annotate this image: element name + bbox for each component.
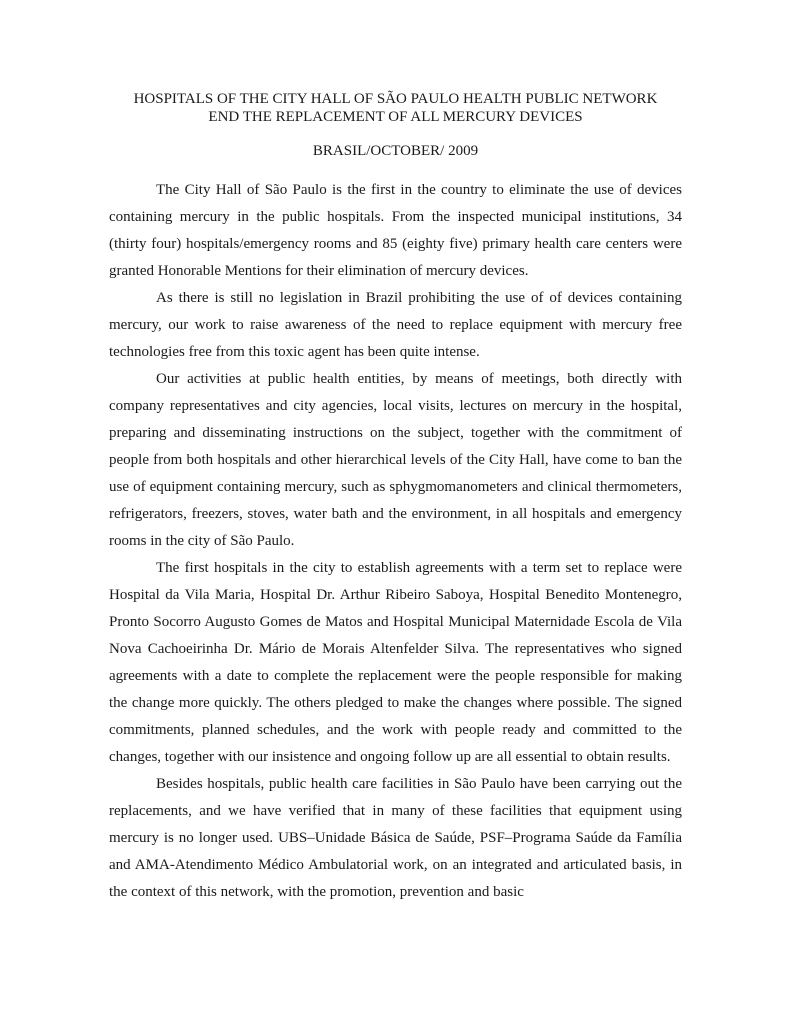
paragraph-1: The City Hall of São Paulo is the first in the country to eliminate the use of devices containing mercury in the public hospitals. From the inspected municipal institutions, 34 (thirty four) hospitals/emergency rooms and 85 (eighty five) primary health care centers were granted Honorable Mentions for their elimination of mercury devices. [109,182,682,279]
paragraph-4: The first hospitals in the city to establish agreements with a term set to replace were Hospital da Vila Maria, Hospital Dr. Arthur Ribeiro Saboya, Hospital Benedito Montenegro, Pronto Socorro Augusto Gomes de Matos and Hospital Municipal Maternidade Escola de Vila Nova Cachoeirinha Dr. Mário de Morais Altenfelder Silva. The representatives who signed agreements with a date to complete the replacement were the people responsible for making the change more quickly. The others pledged to make the changes where possible. The signed commitments, planned schedules, and the work with people ready and committed to the changes, together with our insistence and ongoing follow up are all essential to obtain results. [109,560,682,765]
document-date: BRASIL/OCTOBER/ 2009 [312,143,479,159]
title-line-2: END THE REPLACEMENT OF ALL MERCURY DEVICES [208,109,583,125]
paragraph-3: Our activities at public health entities, by means of meetings, both directly with company representatives and city agencies, local visits, lectures on mercury in the hospital, preparing and disseminating instructions on the subject, together with the commitment of people from both hospitals and other hierarchical levels of the City Hall, have come to ban the use of equipment containing mercury, such as sphygmomanometers and clinical thermometers, refrigerators, freezers, stoves, water bath and the environment, in all hospitals and emergency rooms in the city of São Paulo. [109,371,682,549]
document-body [109,177,682,906]
paragraph-5: Besides hospitals, public health care facilities in São Paulo have been carrying out the replacements, and we have verified that in many of these facilities that equipment using mercury is no longer used. UBS–Unidade Básica de Saúde, PSF–Programa Saúde da Família and AMA-Atendimento Médico Ambulatorial work, on an integrated and articulated basis, in the context of this network, with the promotion, prevention and basic [109,776,682,900]
document-page [109,90,682,906]
paragraph-2: As there is still no legislation in Brazil prohibiting the use of of devices containing mercury, our work to raise awareness of the need to replace equipment with mercury free technologies free from this toxic agent has been quite intense. [109,290,682,360]
title-line-1: HOSPITALS OF THE CITY HALL OF SÃO PAULO HEALTH PUBLIC NETWORK [133,91,658,107]
document-title [109,90,682,126]
